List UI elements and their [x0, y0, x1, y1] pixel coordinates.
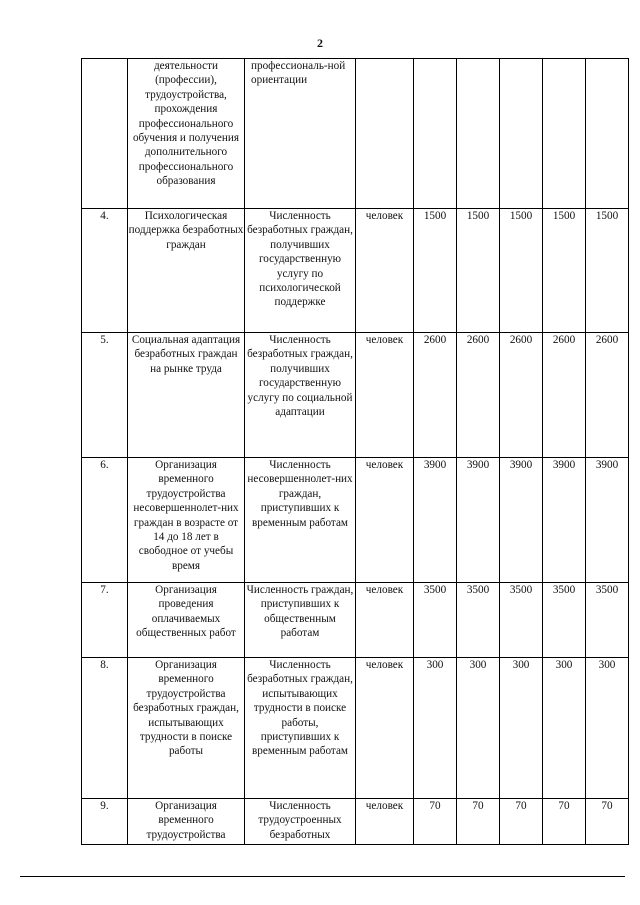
table-row: [82, 458, 629, 583]
value-cell: 3900: [414, 458, 457, 583]
row-number-cell: 9.: [82, 799, 128, 845]
value-cell: 300: [414, 658, 457, 799]
activity-name-cell: Организация временного трудоустройства несовершеннолет-них граждан в возрасте от 14 до 18 лет в свободное от учебы время: [128, 458, 245, 583]
row-number-cell: [82, 59, 128, 209]
value-cell: 300: [543, 658, 586, 799]
value-cell: 1500: [586, 209, 629, 333]
table-row: [82, 59, 629, 209]
unit-cell: [356, 59, 414, 209]
value-cell: 3900: [457, 458, 500, 583]
value-cell: 2600: [457, 333, 500, 458]
table-row: [82, 333, 629, 458]
value-cell: [586, 59, 629, 209]
table-row: [82, 658, 629, 799]
activity-name-cell: Социальная адаптация безработных граждан на рынке труда: [128, 333, 245, 458]
value-cell: 3500: [500, 583, 543, 658]
value-cell: 70: [586, 799, 629, 845]
unit-cell: человек: [356, 583, 414, 658]
table-row: [82, 583, 629, 658]
row-number-cell: 8.: [82, 658, 128, 799]
value-cell: 70: [457, 799, 500, 845]
indicator-cell: Численность безработных граждан, получивших государственную услугу по социальной адаптации: [245, 333, 356, 458]
value-cell: 3500: [586, 583, 629, 658]
row-number-cell: 7.: [82, 583, 128, 658]
value-cell: 1500: [500, 209, 543, 333]
activity-name-cell: Психологическая поддержка безработных граждан: [128, 209, 245, 333]
value-cell: [543, 59, 586, 209]
row-number-cell: 6.: [82, 458, 128, 583]
activity-name-cell: Организация временного трудоустройства: [128, 799, 245, 845]
indicator-cell: Численность безработных граждан, испытывающих трудности в поиске работы, приступивших к временным работам: [245, 658, 356, 799]
value-cell: 300: [500, 658, 543, 799]
unit-cell: человек: [356, 658, 414, 799]
value-cell: 2600: [586, 333, 629, 458]
value-cell: [414, 59, 457, 209]
table-row: [82, 209, 629, 333]
value-cell: 1500: [543, 209, 586, 333]
value-cell: [500, 59, 543, 209]
indicator-cell: Численность трудоустроенных безработных: [245, 799, 356, 845]
table-row: [82, 799, 629, 845]
value-cell: [457, 59, 500, 209]
value-cell: 1500: [414, 209, 457, 333]
unit-cell: человек: [356, 209, 414, 333]
indicator-cell: Численность граждан, приступивших к общественным работам: [245, 583, 356, 658]
indicator-cell: Численность несовершеннолет-них граждан, приступивших к временным работам: [245, 458, 356, 583]
unit-cell: человек: [356, 458, 414, 583]
indicator-cell: Численность безработных граждан, получивших государственную услугу по психологической поддержке: [245, 209, 356, 333]
value-cell: 3900: [543, 458, 586, 583]
value-cell: 70: [543, 799, 586, 845]
unit-cell: человек: [356, 333, 414, 458]
activity-name-cell: Организация временного трудоустройства безработных граждан, испытывающих трудности в поиске работы: [128, 658, 245, 799]
page-number: 2: [317, 36, 323, 50]
unit-cell: человек: [356, 799, 414, 845]
value-cell: 2600: [543, 333, 586, 458]
row-number-cell: 4.: [82, 209, 128, 333]
indicator-cell: профессиональ-ной ориентации: [245, 59, 356, 209]
value-cell: 3900: [586, 458, 629, 583]
activity-name-cell: Организация проведения оплачиваемых общественных работ: [128, 583, 245, 658]
program-indicators-table: [81, 58, 629, 845]
value-cell: 70: [414, 799, 457, 845]
row-number-cell: 5.: [82, 333, 128, 458]
value-cell: 70: [500, 799, 543, 845]
activity-name-cell: деятельности (профессии), трудоустройства, прохождения профессионального обучения и получения дополнительного профессионального образования: [128, 59, 245, 209]
value-cell: 300: [457, 658, 500, 799]
value-cell: 3500: [414, 583, 457, 658]
value-cell: 300: [586, 658, 629, 799]
value-cell: 2600: [500, 333, 543, 458]
page-bottom-divider: [20, 876, 625, 877]
value-cell: 3500: [543, 583, 586, 658]
value-cell: 2600: [414, 333, 457, 458]
value-cell: 3900: [500, 458, 543, 583]
value-cell: 1500: [457, 209, 500, 333]
value-cell: 3500: [457, 583, 500, 658]
